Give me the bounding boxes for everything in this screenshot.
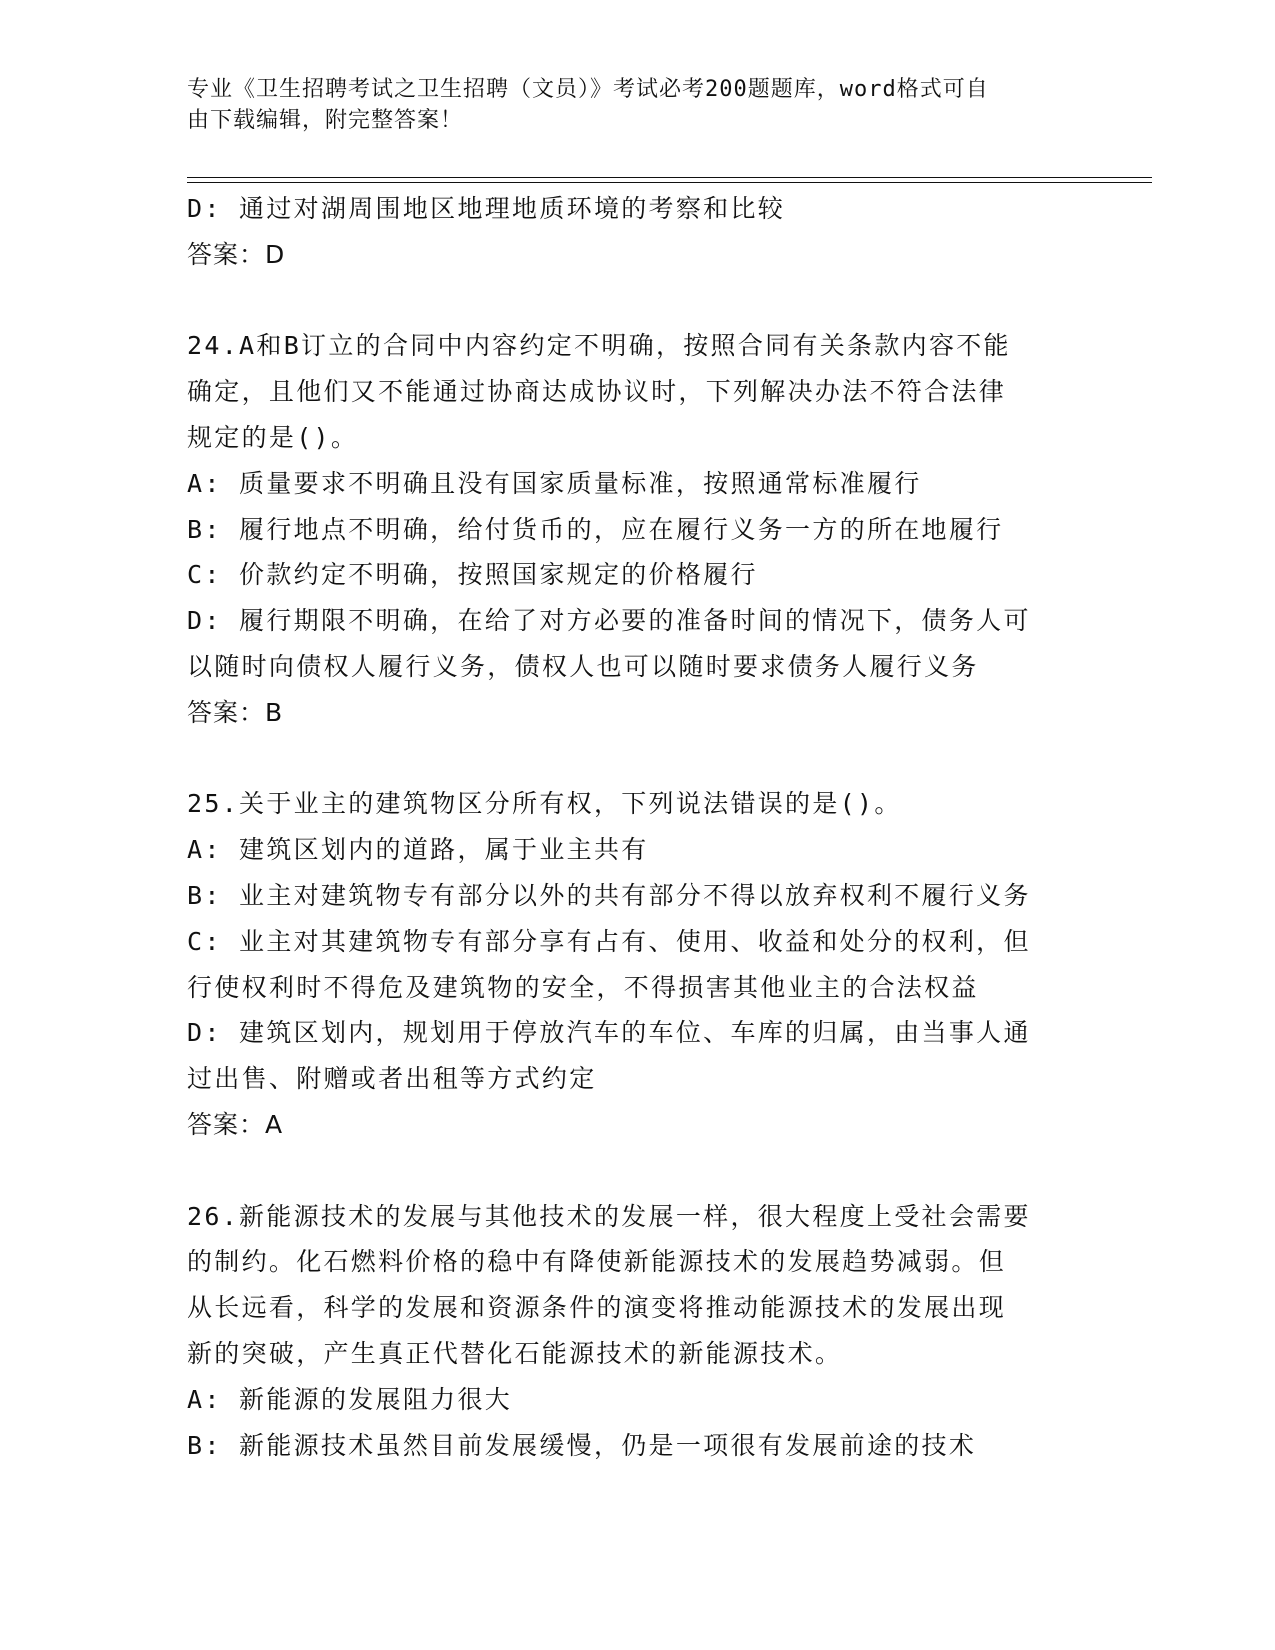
option-a: A: 建筑区划内的道路，属于业主共有 — [187, 835, 649, 865]
question-26 — [187, 1194, 1077, 1469]
option-b: B: 履行地点不明确，给付货币的，应在履行义务一方的所在地履行 — [187, 514, 1004, 544]
question-stem-line: 24.A和B订立的合同中内容约定不明确，按照合同有关条款内容不能 — [187, 331, 1011, 361]
option-d-line: D: 建筑区划内，规划用于停放汽车的车位、车库的归属，由当事人通 — [187, 1018, 1031, 1048]
option-d-line: D: 履行期限不明确，在给了对方必要的准备时间的情况下，债务人可 — [187, 606, 1031, 636]
question-stem-line: 的制约。化石燃料价格的稳中有降使新能源技术的发展趋势减弱。但 — [187, 1247, 1007, 1277]
header-line-1: 专业《卫生招聘考试之卫生招聘（文员）》考试必考200题题库，word格式可自 — [187, 77, 989, 102]
option-c-line: 行使权利时不得危及建筑物的安全，不得损害其他业主的合法权益 — [187, 972, 979, 1002]
option-d: D: 通过对湖周围地区地理地质环境的考察和比较 — [187, 194, 786, 223]
question-stem-line: 25.关于业主的建筑物区分所有权，下列说法错误的是()。 — [187, 789, 902, 819]
answer: 答案：A — [187, 1109, 284, 1139]
option-a: A: 新能源的发展阻力很大 — [187, 1384, 513, 1414]
question-stem-line: 规定的是()。 — [187, 422, 359, 452]
question-gap — [187, 736, 1077, 782]
question-25 — [187, 781, 1077, 1147]
question-stem-line: 新的突破，产生真正代替化石能源技术的新能源技术。 — [187, 1338, 843, 1368]
option-a: A: 质量要求不明确且没有国家质量标准，按照通常标准履行 — [187, 468, 922, 498]
answer: 答案：B — [187, 697, 284, 727]
option-b: B: 业主对建筑物专有部分以外的共有部分不得以放弃权利不履行义务 — [187, 880, 1031, 910]
header-rule-bottom — [187, 182, 1152, 183]
document-body — [187, 186, 1077, 1468]
question-stem-line: 确定，且他们又不能通过协商达成协议时，下列解决办法不符合法律 — [187, 377, 1007, 407]
option-c: C: 价款约定不明确，按照国家规定的价格履行 — [187, 560, 758, 590]
question-gap — [187, 1148, 1077, 1194]
option-c-line: C: 业主对其建筑物专有部分享有占有、使用、收益和处分的权利，但 — [187, 926, 1031, 956]
document-header — [187, 74, 1067, 136]
option-d-line: 以随时向债权人履行义务，债权人也可以随时要求债务人履行义务 — [187, 651, 979, 681]
question-24 — [187, 323, 1077, 735]
answer: 答案：D — [187, 239, 286, 269]
question-gap — [187, 278, 1077, 324]
option-b: B: 新能源技术虽然目前发展缓慢，仍是一项很有发展前途的技术 — [187, 1430, 977, 1460]
question-23-tail — [187, 186, 1077, 278]
header-rule-top — [187, 177, 1152, 178]
option-d-line: 过出售、附赠或者出租等方式约定 — [187, 1064, 597, 1094]
question-stem-line: 从长远看，科学的发展和资源条件的演变将推动能源技术的发展出现 — [187, 1293, 1007, 1323]
question-stem-line: 26.新能源技术的发展与其他技术的发展一样，很大程度上受社会需要 — [187, 1201, 1031, 1231]
header-line-2: 由下载编辑，附完整答案！ — [187, 108, 464, 133]
